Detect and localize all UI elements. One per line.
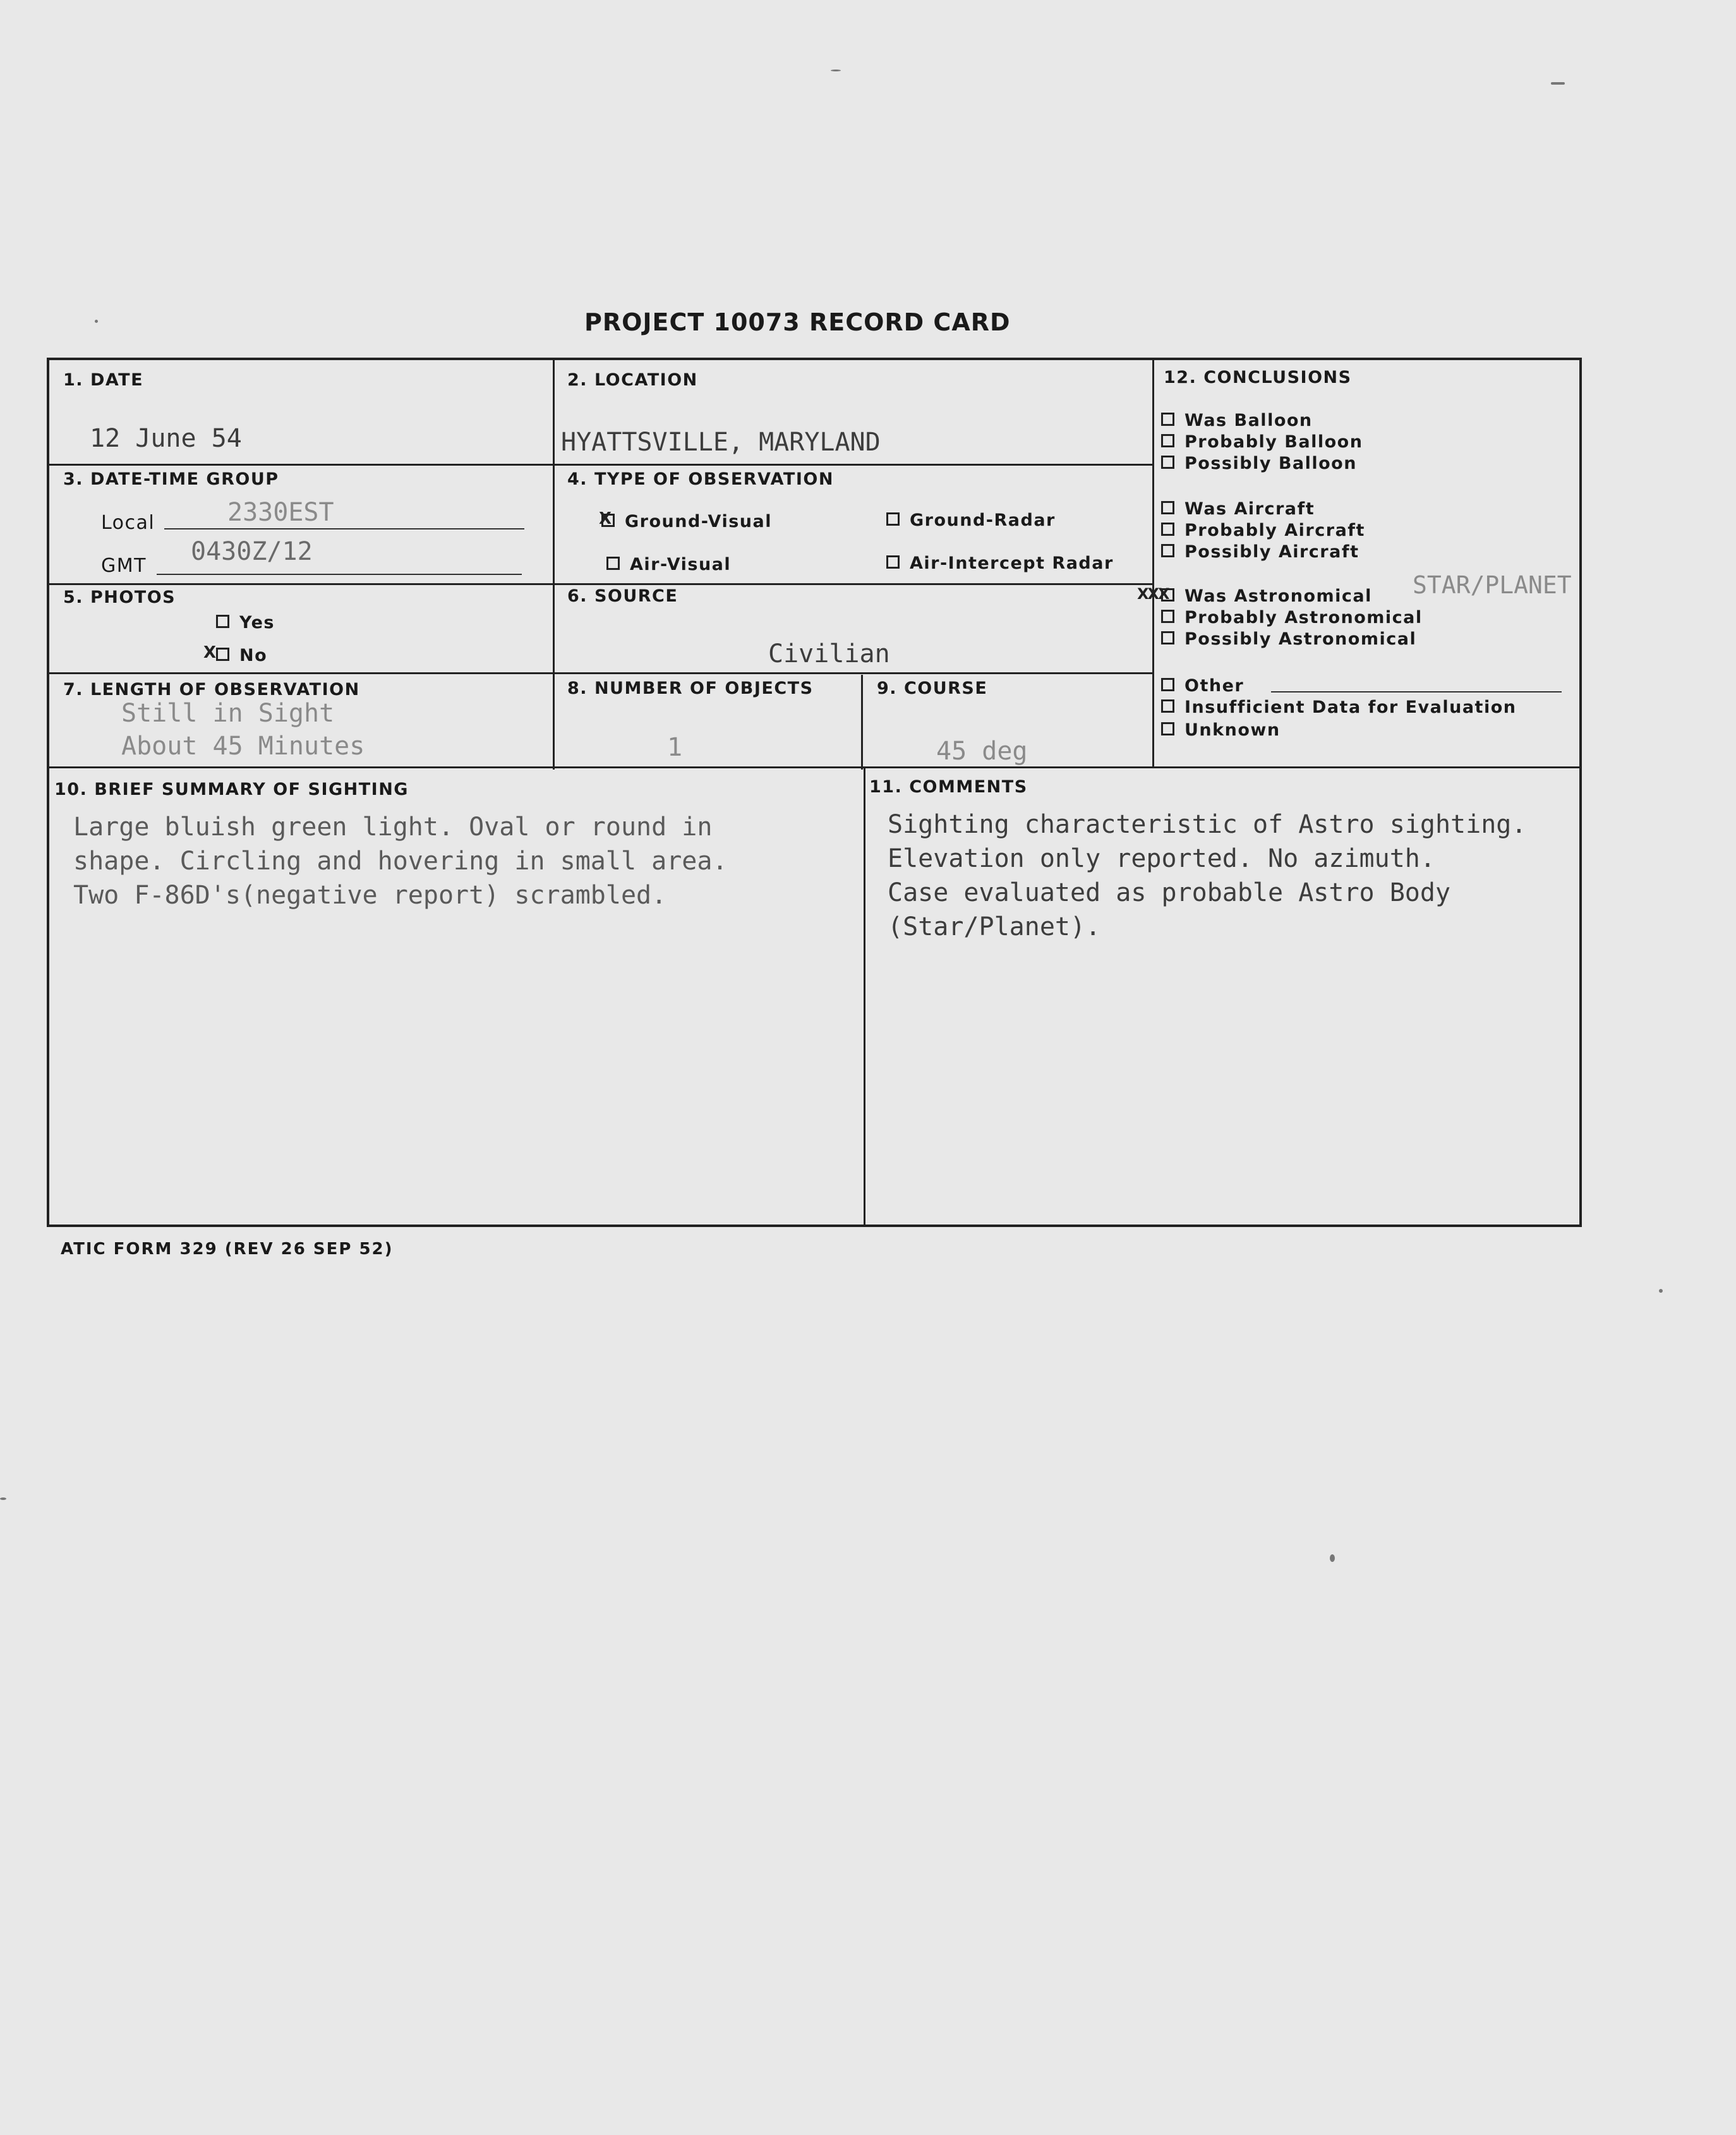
other-underline <box>1271 691 1562 693</box>
length-label: 7. LENGTH OF OBSERVATION <box>63 680 360 699</box>
checkbox-icon <box>886 512 900 526</box>
checkbox-icon <box>1161 456 1174 469</box>
conclusion-item: Unknown <box>1161 720 1281 740</box>
conclusion-item: Was Aircraft <box>1161 499 1315 519</box>
comments-line: Sighting characteristic of Astro sighting. <box>888 810 1527 839</box>
source-label: 6. SOURCE <box>567 586 678 606</box>
page-title: PROJECT 10073 RECORD CARD <box>584 308 1011 336</box>
scan-mark <box>1330 1554 1335 1562</box>
photos-label: 5. PHOTOS <box>63 588 176 607</box>
checkbox-icon <box>1161 722 1174 735</box>
conclusions-label: 12. CONCLUSIONS <box>1164 368 1352 387</box>
checked-mark-icon: X <box>203 643 217 662</box>
conclusion-item: Possibly Aircraft <box>1161 542 1359 562</box>
course-label: 9. COURSE <box>877 679 988 698</box>
divider <box>48 464 1154 466</box>
divider <box>553 359 555 770</box>
comments-line: (Star/Planet). <box>888 912 1101 941</box>
checkbox-icon <box>1161 413 1174 426</box>
checkbox-icon <box>216 615 229 628</box>
length-value-line1: Still in Sight <box>121 699 335 728</box>
conclusion-item: Was Balloon <box>1161 411 1313 430</box>
local-time-underline <box>164 528 524 529</box>
checkbox-icon <box>886 555 900 569</box>
date-label: 1. DATE <box>63 370 144 390</box>
checked-mark-icon: X <box>599 509 612 528</box>
obs-option-air-visual: Air-Visual <box>606 555 731 574</box>
summary-line: Large bluish green light. Oval or round in <box>73 813 713 842</box>
length-value-line2: About 45 Minutes <box>121 732 365 761</box>
divider <box>48 672 1154 674</box>
divider <box>48 583 1154 585</box>
gmt-time-value: 0430Z/12 <box>191 537 313 566</box>
checkbox-icon <box>1161 434 1174 447</box>
astronomical-note: STAR/PLANET <box>1413 571 1572 599</box>
scan-mark <box>1659 1289 1663 1293</box>
divider <box>1152 359 1154 766</box>
scan-mark <box>831 70 841 71</box>
conclusion-item: Possibly Balloon <box>1161 454 1357 473</box>
divider <box>864 768 865 1225</box>
photos-option-no: No <box>216 646 267 665</box>
checkbox-icon <box>1161 544 1174 557</box>
checkbox-icon <box>1161 523 1174 536</box>
local-time-label: Local <box>101 512 155 534</box>
conclusion-item: Probably Balloon <box>1161 432 1363 452</box>
objects-label: 8. NUMBER OF OBJECTS <box>567 679 814 698</box>
obs-option-ground-visual: Ground-Visual <box>601 512 772 531</box>
checked-mark-icon: XXX <box>1137 585 1169 603</box>
location-value: HYATTSVILLE, MARYLAND <box>561 428 881 457</box>
summary-label: 10. BRIEF SUMMARY OF SIGHTING <box>54 780 409 799</box>
conclusion-item: Insufficient Data for Evaluation <box>1161 698 1516 717</box>
gmt-time-label: GMT <box>101 555 147 577</box>
conclusion-item-checked: Was Astronomical <box>1161 586 1372 606</box>
obs-option-air-intercept-radar: Air-Intercept Radar <box>886 553 1114 573</box>
checkbox-icon <box>1161 699 1174 713</box>
conclusion-item: Probably Aircraft <box>1161 521 1365 540</box>
checkbox-icon <box>606 557 620 570</box>
scan-mark <box>0 1497 6 1500</box>
checkbox-icon <box>216 648 229 661</box>
location-label: 2. LOCATION <box>567 370 698 390</box>
divider <box>48 766 1582 768</box>
form-footer: ATIC FORM 329 (REV 26 SEP 52) <box>61 1240 394 1259</box>
conclusion-item: Probably Astronomical <box>1161 608 1423 627</box>
datetime-group-label: 3. DATE-TIME GROUP <box>63 469 279 489</box>
summary-line: Two F-86D's(negative report) scrambled. <box>73 881 667 910</box>
checkbox-icon <box>1161 678 1174 691</box>
date-value: 12 June 54 <box>90 424 242 453</box>
objects-value: 1 <box>667 733 683 762</box>
comments-line: Elevation only reported. No azimuth. <box>888 844 1435 873</box>
observation-type-label: 4. TYPE OF OBSERVATION <box>567 469 834 489</box>
checkbox-icon <box>1161 610 1174 623</box>
conclusion-item: Other <box>1161 676 1244 696</box>
checkbox-icon <box>1161 501 1174 514</box>
comments-line: Case evaluated as probable Astro Body <box>888 878 1451 907</box>
scan-mark <box>95 320 98 323</box>
photos-option-yes: Yes <box>216 613 275 632</box>
obs-option-ground-radar: Ground-Radar <box>886 511 1056 530</box>
divider <box>861 675 863 770</box>
summary-line: shape. Circling and hovering in small area. <box>73 847 728 876</box>
course-value: 45 deg <box>936 737 1028 766</box>
source-value: Civilian <box>768 639 890 668</box>
gmt-time-underline <box>157 574 522 575</box>
checkbox-icon <box>1161 631 1174 644</box>
local-time-value: 2330EST <box>227 498 334 527</box>
scan-mark <box>1551 82 1565 85</box>
comments-label: 11. COMMENTS <box>869 777 1028 797</box>
conclusion-item: Possibly Astronomical <box>1161 629 1416 649</box>
